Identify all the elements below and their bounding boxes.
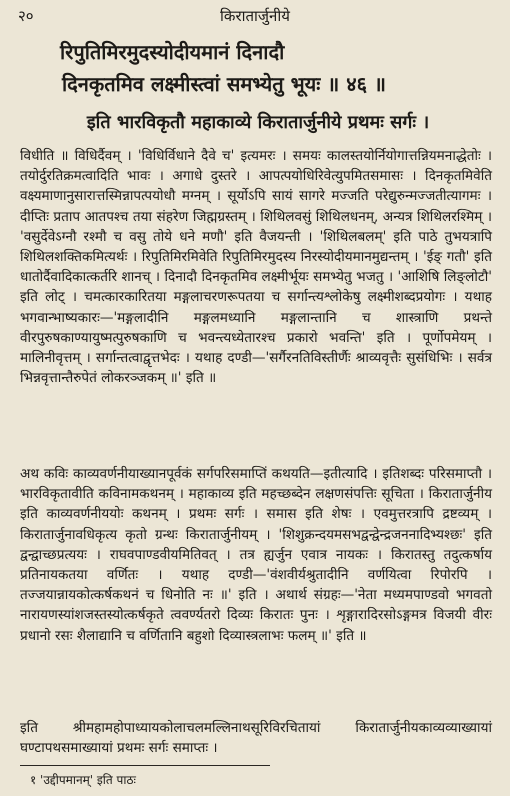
- page-number: २०: [18, 7, 34, 25]
- commentary-text: अथ कविः काव्यवर्णनीयाख्यानपूर्वकं सर्गपरिसमाप्तिं कथयति—इतीत्यादि । इतिशब्दः परिसमाप्तौ । भारविकृतावीति कविनामकथनम् । महाकाव्य इति महच्छब्देन लक्षणसंपत्तिः सूचिता । किरातार्जुनीय इति काव्यवर्णनीययोः कथनम् । प्रथमः सर्गः । समास इति शेषः । एवमुत्तरत्रापि द्रष्टव्यम् । किरातार्जुनावधिकृत्य कृतो ग्रन्थः किरातार्जुनीयम् । 'शिशुक्रन्दयमसभद्वन्द्वेन्द्रजननादिभ्यश्छः' इति द्वन्द्वाच्छप्रत्ययः । राघवपाण्डवीयमितिवत् । तत्र ह्यर्जुन एवात्र नायकः । किरातस्तु तदुत्कर्षाय प्रतिनायकतया वर्णितः । यथाह दण्डी—'वंशवीर्यश्रुतादीनि वर्णयित्वा रिपोरपि । तज्जयान्नायकोत्कर्षकथनं च धिनोति नः ॥' इति । अथार्थ संग्रहः—'नेता मध्यमपाण्डवो भगवतो नारायणस्यांशजस्तस्योत्कर्षकृते त्ववर्ण्यतरो दिव्यः किरातः पुनः । शृङ्गारादिरसोऽङ्गमत्र विजयी वीरः प्रधानो रसः शैलाद्यानि च वर्णितानि बहुशो दिव्यास्त्रलाभः फलम् ॥' इति ॥: [20, 466, 492, 644]
- running-head: किरातार्जुनीये: [220, 7, 290, 25]
- verse-line-2: दिनकृतमिव लक्ष्मीस्त्वां समभ्येतु भूयः ॥ ४६ ॥: [62, 72, 386, 96]
- commentary-text: इति श्रीमहामहोपाध्यायकोलाचलमल्लिनाथसूरिविरचितायां किरातार्जुनीयकाव्यव्याख्यायां घण्टापथसमाख्यायां प्रथमः सर्गः समाप्तः ।: [20, 720, 492, 757]
- page-header: [18, 6, 492, 28]
- commentary-colophon: [20, 718, 492, 758]
- commentary-text: विधीति ॥ विधिर्दैवम् । 'विधिर्विधाने दैवे च' इत्यमरः । समयः कालस्तयोर्नियोगात्तन्नियमनाद्धेतोः । तयोर्दुरतिक्रमत्वादिति भावः । अगाधे दुस्तरे । आपत्पयोधिरिवेत्युपमितसमासः । दिनकृतमिवेति वक्ष्यमाणानुसारात्तस्मिन्नापत्पयोधौ मग्नम् । सूर्योऽपि सायं सागरे मज्जति परेद्युरुन्मज्जतीत्यागमः । दीप्तिः प्रताप आतपश्च तया संहरेण जिह्मग्रस्तम् । शिथिलवसुं शिथिलधनम्, अन्यत्र शिथिलरश्मिम् । 'वसुर्देवेऽग्नौ रश्मौ च वसु तोये धने मणौ' इति वैजयन्ती । 'शिथिलबलम्' इति पाठे तुभयत्रापि शिथिलशक्तिकमित्यर्थः । रिपुतिमिरमिवेति रिपुतिमिरमुदस्य निरस्योदीयमानमुद्यन्तम् । 'ईङ् गतौ' इति धातोर्दैवादिकात्कर्तरि शानच् । दिनादौ दिनकृतमिव लक्ष्मीर्भूयः समभ्येतु भजतु । 'आशिषि लिङ्लोटौ' इति लोट् । चमत्कारकारितया मङ्गलाचरणरूपतया च सर्गान्त्यश्लोकेषु लक्ष्मीशब्दप्रयोगः । यथाह भगवान्भाष्यकारः—'मङ्गलादीनि मङ्गलमध्यानि मङ्गलान्तानि च शास्त्राणि प्रथन्ते वीरपुरुषकाण्यायुष्मत्पुरुषकाणि च भवन्त्यध्येतारश्च प्रकारो भवन्ति' इति । पूर्णोपमेयम् । मालिनीवृत्तम् । सर्गान्तत्वाद्वृत्तभेदः । यथाह दण्डी—'सर्गैरनतिविस्तीर्णैः श्राव्यवृत्तैः सुसंधिभिः । सर्वत्र भिन्नवृत्तान्तैरुपेतं लोकरञ्जकम् ॥' इति ॥: [20, 148, 492, 387]
- commentary-paragraph-1: [20, 146, 492, 388]
- verse-block: [60, 36, 490, 100]
- footnote-divider: [20, 765, 270, 766]
- footnote: १ 'उद्दीपमानम्' इति पाठः: [30, 773, 136, 787]
- commentary-paragraph-2: [20, 464, 492, 646]
- canto-colophon: इति भारविकृतौ महाकाव्ये किरातार्जुनीये प्रथमः सर्गः ।: [86, 112, 430, 133]
- verse-line-1: रिपुतिमिरमुदस्योदीयमानं दिनादौ: [60, 40, 285, 64]
